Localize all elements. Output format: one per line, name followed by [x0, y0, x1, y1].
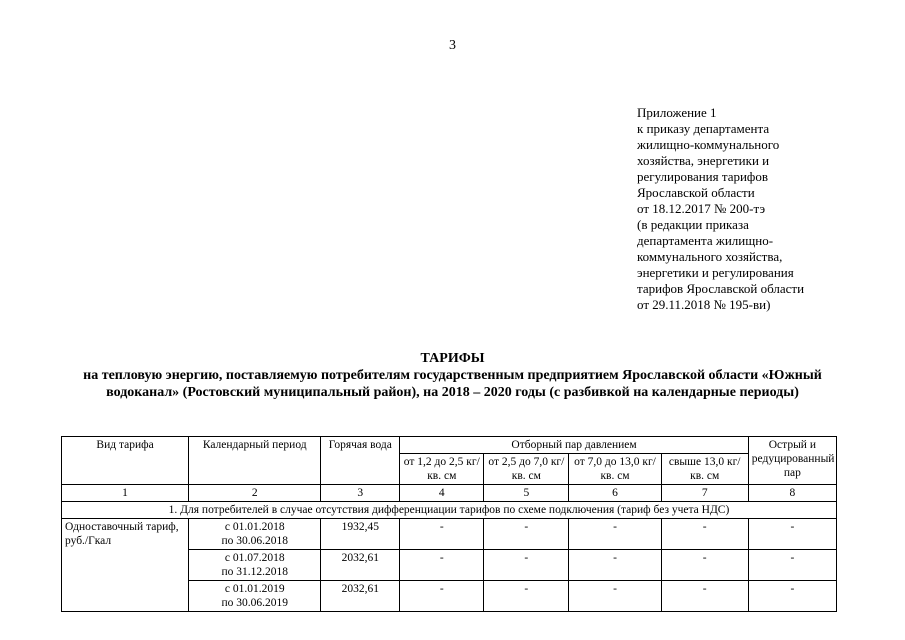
- title-subtitle: на тепловую энергию, поставляемую потребителям государственным предприятием Ярославской области «Южный водоканал» (Ростовский муниципальный район), на 2018 – 2020 годы (с разбивкой на календарные периоды): [83, 368, 822, 400]
- period-from: с 01.01.2019: [224, 583, 285, 595]
- column-number: 1: [62, 485, 189, 502]
- appendix-line: Приложение 1: [637, 105, 717, 120]
- steam-3-value: -: [569, 550, 661, 581]
- column-number: 6: [569, 485, 661, 502]
- period-from: с 01.07.2018: [224, 552, 285, 564]
- reduced-steam-value: -: [748, 550, 836, 581]
- appendix-line: тарифов Ярославской области: [637, 281, 805, 296]
- steam-1-value: -: [400, 581, 484, 612]
- period-cell: [189, 581, 321, 612]
- appendix-line: Ярославской области: [637, 185, 755, 200]
- appendix-line: жилищно-коммунального: [637, 137, 780, 152]
- reduced-steam-value: -: [748, 519, 836, 550]
- appendix-line: (в редакции приказа: [637, 217, 749, 232]
- reduced-steam-value: -: [748, 581, 836, 612]
- period-to: по 30.06.2018: [221, 535, 288, 547]
- steam-3-value: -: [569, 519, 661, 550]
- steam-4-value: -: [661, 581, 748, 612]
- appendix-line: коммунального хозяйства,: [637, 249, 783, 264]
- tariff-table: [61, 436, 837, 612]
- appendix-line: регулирования тарифов: [637, 169, 768, 184]
- column-number: 3: [321, 485, 400, 502]
- period-cell: [189, 519, 321, 550]
- steam-3-value: -: [569, 581, 661, 612]
- column-number: 4: [400, 485, 484, 502]
- page-number: 3: [449, 38, 456, 53]
- title-heading: ТАРИФЫ: [420, 351, 485, 366]
- document-title: [0, 350, 905, 401]
- period-cell: [189, 550, 321, 581]
- appendix-line: энергетики и регулирования: [637, 265, 794, 280]
- appendix-line: хозяйства, энергетики и: [637, 153, 770, 168]
- appendix-line: от 18.12.2017 № 200-тэ: [637, 201, 766, 216]
- steam-2-value: -: [484, 550, 569, 581]
- steam-2-value: -: [484, 581, 569, 612]
- header-tariff-type: Вид тарифа: [62, 437, 189, 485]
- steam-1-value: -: [400, 550, 484, 581]
- steam-2-value: -: [484, 519, 569, 550]
- tariff-label: Одноставочный тариф, руб./Гкал: [62, 519, 189, 612]
- column-number: 7: [661, 485, 748, 502]
- steam-4-value: -: [661, 550, 748, 581]
- header-steam-1: от 1,2 до 2,5 кг/ кв. см: [400, 454, 484, 485]
- appendix-line: к приказу департамента: [637, 121, 770, 136]
- table-row: [62, 519, 837, 550]
- hot-water-value: 2032,61: [321, 550, 400, 581]
- column-number: 8: [748, 485, 836, 502]
- header-reduced-steam: Острый и редуцированный пар: [748, 437, 836, 485]
- column-number: 5: [484, 485, 569, 502]
- header-calendar-period: Календарный период: [189, 437, 321, 485]
- period-to: по 30.06.2019: [221, 597, 288, 609]
- header-hot-water: Горячая вода: [321, 437, 400, 485]
- appendix-line: от 29.11.2018 № 195-ви): [637, 297, 771, 312]
- section-title: 1. Для потребителей в случае отсутствия дифференциации тарифов по схеме подключения (тариф без учета НДС): [62, 502, 837, 519]
- period-to: по 31.12.2018: [221, 566, 288, 578]
- header-steam-2: от 2,5 до 7,0 кг/ кв. см: [484, 454, 569, 485]
- hot-water-value: 2032,61: [321, 581, 400, 612]
- period-from: с 01.01.2018: [224, 521, 285, 533]
- column-number: 2: [189, 485, 321, 502]
- header-steam-3: от 7,0 до 13,0 кг/ кв. см: [569, 454, 661, 485]
- header-steam-4: свыше 13,0 кг/ кв. см: [661, 454, 748, 485]
- steam-4-value: -: [661, 519, 748, 550]
- steam-1-value: -: [400, 519, 484, 550]
- appendix-line: департамента жилищно-: [637, 233, 774, 248]
- hot-water-value: 1932,45: [321, 519, 400, 550]
- header-steam: Отборный пар давлением: [400, 437, 749, 454]
- appendix-note: [637, 105, 867, 313]
